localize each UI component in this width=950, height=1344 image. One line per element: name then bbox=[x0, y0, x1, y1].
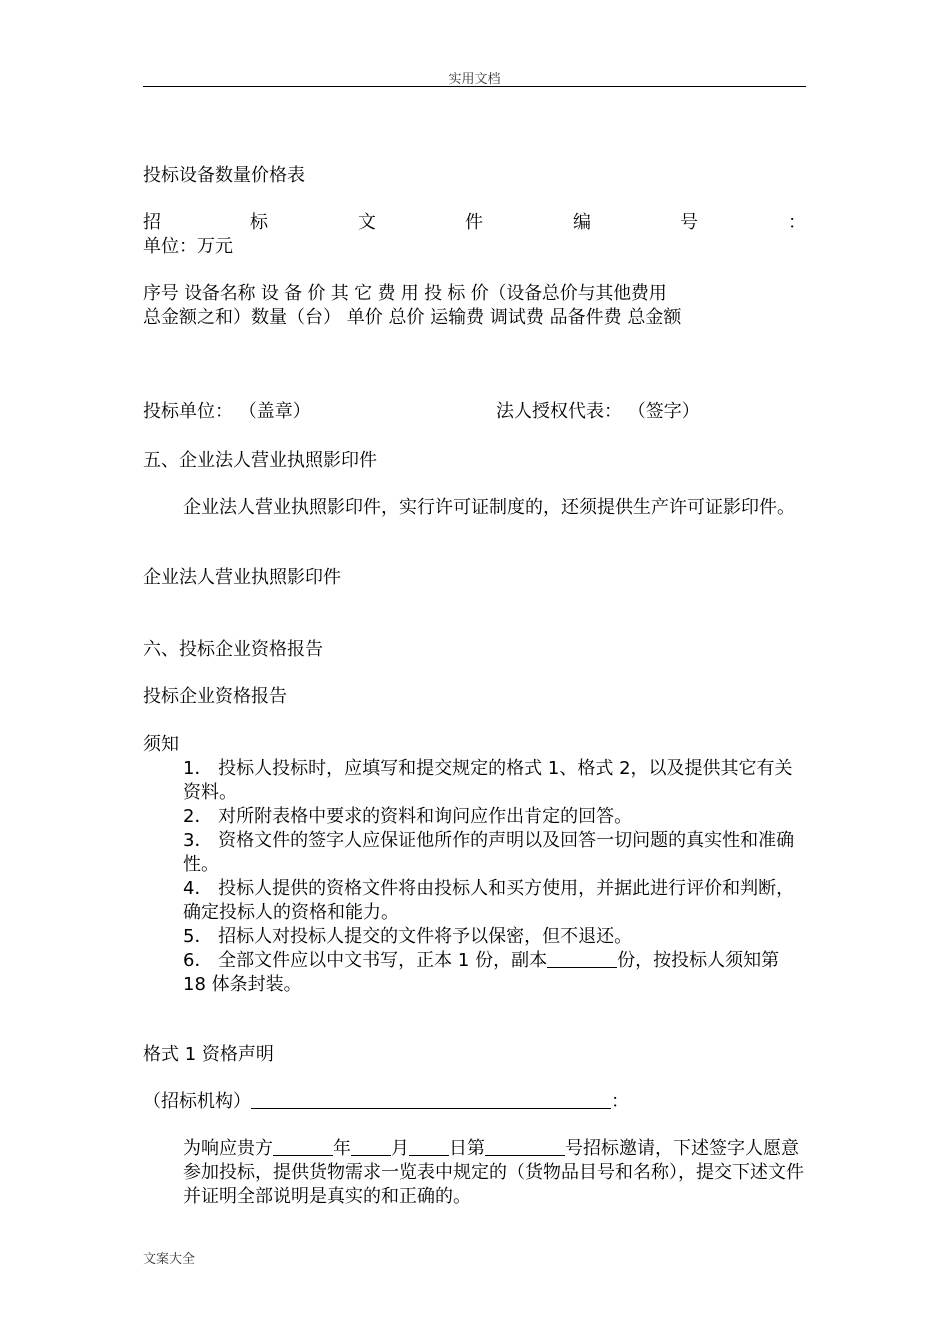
agency-blank bbox=[251, 1090, 611, 1109]
agency-label: （招标机构） bbox=[143, 1091, 251, 1112]
table-columns-line2: 总金额之和）数量（台） 单价 总价 运输费 调试费 品备件费 总金额 bbox=[143, 307, 682, 328]
bid-file-char: 号 bbox=[680, 212, 698, 233]
notice-item: 1． 投标人投标时，应填写和提交规定的格式 1、格式 2，以及提供其它有关资料。 bbox=[183, 758, 793, 803]
agency-colon: ： bbox=[611, 1091, 629, 1112]
table-title: 投标设备数量价格表 bbox=[143, 165, 305, 186]
year-label: 年 bbox=[333, 1138, 351, 1159]
table-columns-line1: 序号 设备名称 设 备 价 其 它 费 用 投 标 价（设备总价与其他费用 bbox=[143, 283, 667, 304]
bid-file-char: 件 bbox=[465, 212, 483, 233]
notice-item: 4． 投标人提供的资格文件将由投标人和买方使用，并据此进行评价和判断，确定投标人的资格和能力。 bbox=[183, 878, 795, 923]
notice-item-6 bbox=[143, 949, 806, 997]
notice-item: 5． 招标人对投标人提交的文件将予以保密，但不退还。 bbox=[183, 926, 633, 947]
unit-line: 单位：万元 bbox=[143, 236, 233, 257]
bid-file-char: 编 bbox=[573, 212, 591, 233]
day-label: 日第 bbox=[449, 1138, 485, 1159]
bid-file-char: 标 bbox=[250, 212, 268, 233]
response-part-b: 号招标邀请，下述签字人愿意参加投标，提供货物需求一览表中规定的（货物品目号和名称），提交下述文件并证明全部说明是真实的和正确的。 bbox=[183, 1138, 804, 1207]
day-blank bbox=[409, 1137, 449, 1156]
bidder-unit: 投标单位： （盖章） bbox=[143, 401, 311, 422]
notice-item: 2． 对所附表格中要求的资料和询问应作出肯定的回答。 bbox=[183, 806, 633, 827]
bidder-unit-line bbox=[143, 400, 806, 424]
section5-label: 企业法人营业执照影印件 bbox=[143, 567, 341, 588]
format1-title: 格式 1 资格声明 bbox=[143, 1044, 274, 1065]
bid-file-char: 招 bbox=[143, 212, 161, 233]
party-blank bbox=[273, 1137, 333, 1156]
invitation-number-blank bbox=[485, 1137, 565, 1156]
section6-subtitle: 投标企业资格报告 bbox=[143, 686, 287, 707]
response-part-a: 为响应贵方 bbox=[183, 1138, 273, 1159]
copies-blank bbox=[547, 949, 617, 968]
response-paragraph bbox=[143, 1137, 806, 1209]
notice6-part-a: 6． 全部文件应以中文书写，正本 1 份，副本 bbox=[183, 950, 548, 971]
bid-file-char: ： bbox=[788, 212, 806, 233]
notice-title: 须知 bbox=[143, 734, 179, 755]
bid-file-number bbox=[143, 211, 806, 235]
agency-line bbox=[143, 1090, 806, 1114]
section6-title: 六、投标企业资格报告 bbox=[143, 639, 323, 660]
legal-representative: 法人授权代表： （签字） bbox=[496, 401, 700, 422]
page-header: 实用文档 bbox=[448, 72, 501, 87]
month-blank bbox=[351, 1137, 391, 1156]
header-divider bbox=[143, 86, 806, 87]
notice6-part-b: 份，按投标人须知第 18 体条封装。 bbox=[183, 950, 780, 995]
bid-file-char: 文 bbox=[358, 212, 376, 233]
section5-title: 五、企业法人营业执照影印件 bbox=[143, 450, 377, 471]
section5-paragraph: 企业法人营业执照影印件，实行许可证制度的，还须提供生产许可证影印件。 bbox=[183, 497, 795, 518]
page-footer: 文案大全 bbox=[143, 1252, 196, 1267]
notice-item: 3． 资格文件的签字人应保证他所作的声明以及回答一切问题的真实性和准确性。 bbox=[183, 830, 795, 875]
month-label: 月 bbox=[391, 1138, 409, 1159]
